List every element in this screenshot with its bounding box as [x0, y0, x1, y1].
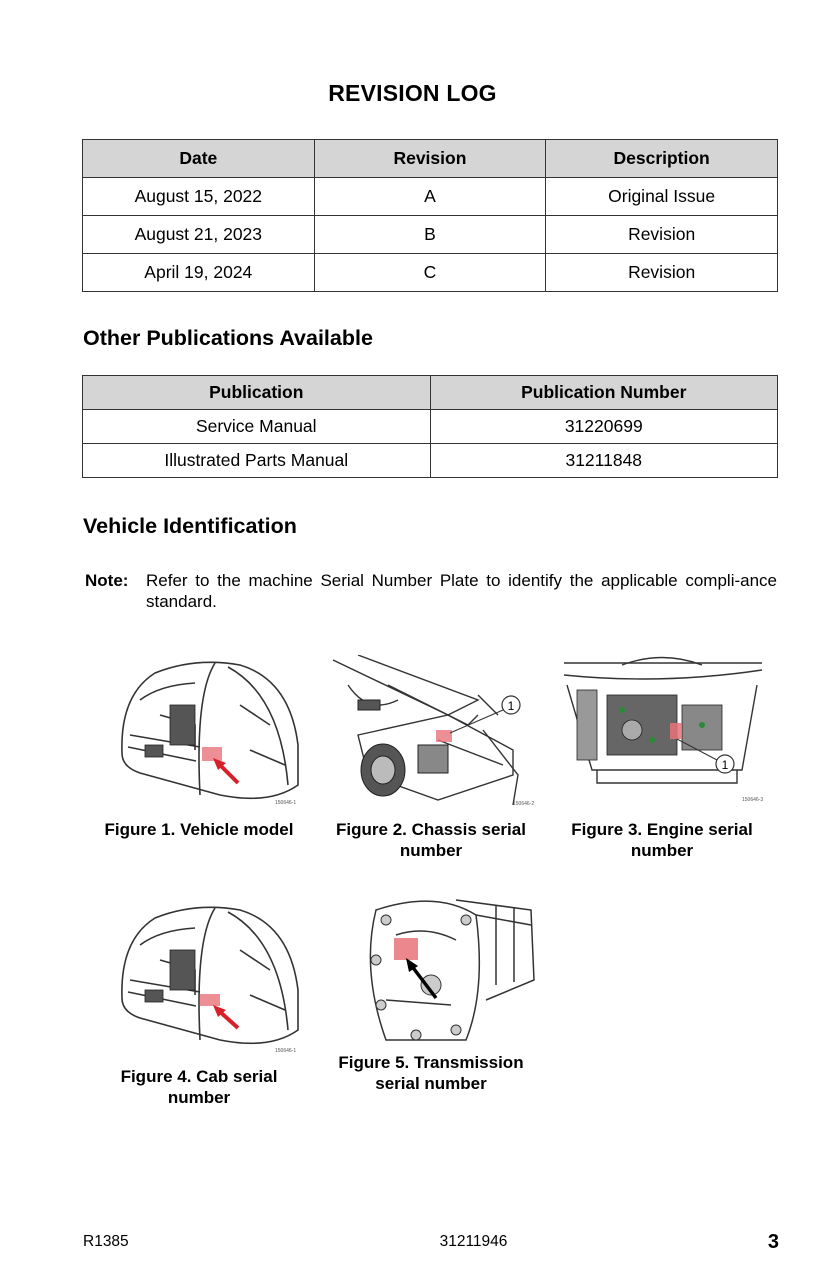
figure-engine-serial-number	[556, 655, 768, 865]
figure-chassis-serial-number	[326, 655, 536, 865]
column-header-revision: Revision	[314, 140, 546, 178]
table-row	[83, 178, 778, 216]
column-header-description: Description	[546, 140, 778, 178]
column-header-publication-number: Publication Number	[430, 376, 778, 410]
cab-illustration-icon	[100, 900, 300, 1055]
table-cell: C	[314, 254, 546, 292]
figure-image-code: 150646-2	[513, 801, 534, 807]
section-heading-other-publications: Other Publications Available	[83, 326, 373, 350]
note-label: Note:	[85, 571, 129, 590]
transmission-illustration-icon	[356, 890, 536, 1048]
figure-caption: Figure 1. Vehicle model	[104, 820, 294, 839]
chassis-illustration-icon	[328, 655, 534, 807]
figure-transmission-serial-number	[326, 890, 536, 1100]
figure-image-code: 150646-1	[275, 800, 297, 806]
column-header-publication: Publication	[83, 376, 431, 410]
note-text: Refer to the machine Serial Number Plate to identify the applicable compli-ance standard.	[146, 571, 777, 611]
table-row	[83, 216, 778, 254]
table-cell: Revision	[546, 216, 778, 254]
table-cell: Service Manual	[83, 410, 431, 444]
table-cell: Revision	[546, 254, 778, 292]
revision-log-table	[82, 139, 778, 292]
cab-illustration-icon	[100, 655, 300, 807]
table-header-row	[83, 376, 778, 410]
figure-caption: Figure 4. Cab serial number	[120, 1067, 278, 1107]
table-header-row	[83, 140, 778, 178]
figure-caption: Figure 3. Engine serial number	[571, 820, 753, 860]
figure-image-code: 150646-1	[275, 1048, 297, 1054]
table-cell: August 21, 2023	[83, 216, 315, 254]
table-cell: A	[314, 178, 546, 216]
column-header-date: Date	[83, 140, 315, 178]
figure-caption: Figure 5. Transmission serial number	[338, 1053, 524, 1093]
table-cell: Original Issue	[546, 178, 778, 216]
callout-number: 1	[507, 699, 515, 713]
table-row	[83, 410, 778, 444]
page-title: REVISION LOG	[328, 80, 497, 106]
figure-caption: Figure 2. Chassis serial number	[336, 820, 526, 860]
footer-manual-number: 31211946	[439, 1233, 508, 1250]
figure-image-code: 150646-3	[742, 797, 764, 803]
page-number: 3	[767, 1231, 779, 1253]
table-cell: 31211848	[430, 444, 778, 478]
table-cell: B	[314, 216, 546, 254]
figure-cab-serial-number	[90, 900, 308, 1110]
table-row	[83, 444, 778, 478]
table-row	[83, 254, 778, 292]
table-cell: 31220699	[430, 410, 778, 444]
table-cell: Illustrated Parts Manual	[83, 444, 431, 478]
engine-illustration-icon	[562, 655, 768, 807]
table-cell: April 19, 2024	[83, 254, 315, 292]
figure-vehicle-model	[90, 655, 308, 845]
publications-table	[82, 375, 778, 478]
callout-number: 1	[721, 758, 729, 772]
section-heading-vehicle-identification: Vehicle Identification	[83, 514, 297, 538]
footer-document-code: R1385	[83, 1233, 129, 1250]
table-cell: August 15, 2022	[83, 178, 315, 216]
